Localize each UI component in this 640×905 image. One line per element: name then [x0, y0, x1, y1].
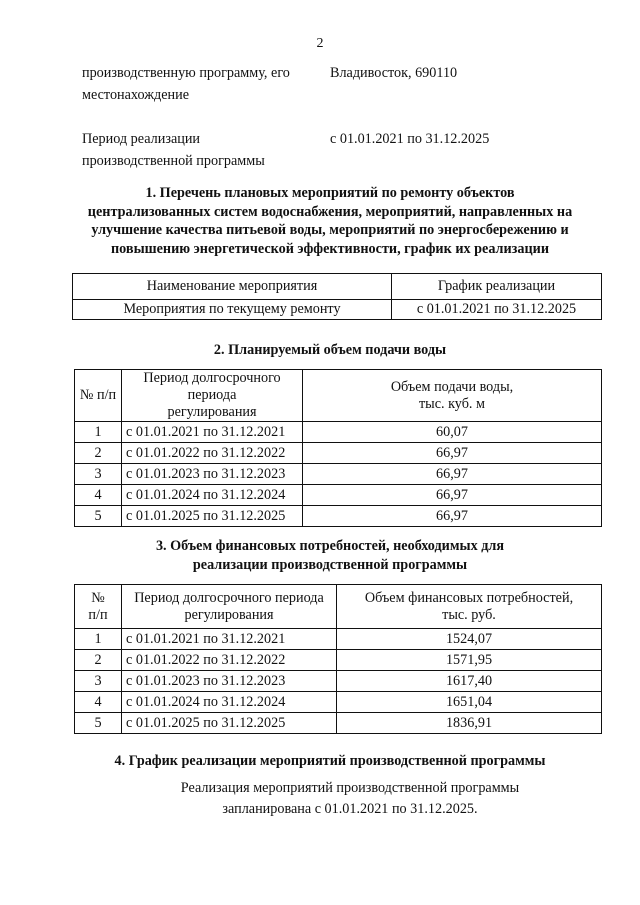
table-row	[75, 650, 602, 671]
cell-period: с 01.01.2022 по 31.12.2022	[122, 650, 337, 671]
cell-period: с 01.01.2025 по 31.12.2025	[122, 506, 303, 527]
cell-number: 2	[75, 650, 122, 671]
table-row	[75, 485, 602, 506]
table-header-row	[73, 274, 602, 300]
title-line: централизованных систем водоснабжения, мероприятий, направленных на	[87, 203, 573, 220]
section4-title: 4. График реализации мероприятий производственной программы	[114, 753, 546, 769]
header-line: регулирования	[184, 606, 274, 623]
cell-period: с 01.01.2021 по 31.12.2021	[122, 422, 303, 443]
cell-period: с 01.01.2024 по 31.12.2024	[122, 485, 303, 506]
text-line: Реализация мероприятий производственной программы	[180, 780, 520, 796]
info-label-line: местонахождение	[82, 87, 190, 103]
table-header-row	[75, 585, 602, 629]
cell-number: 5	[75, 506, 122, 527]
title-line: повышению энергетической эффективности, график их реализации	[111, 240, 549, 257]
financial-needs-table	[74, 584, 602, 734]
water-supply-table	[74, 369, 602, 527]
cell-value: 1571,95	[337, 650, 602, 671]
title-line: 1. Перечень плановых мероприятий по ремонту объектов	[145, 185, 515, 201]
table-row	[73, 300, 602, 320]
header-period	[122, 585, 337, 629]
header-line: тыс. куб. м	[418, 395, 485, 412]
page-number: 2	[316, 36, 324, 51]
activities-table	[72, 273, 602, 320]
table-row	[75, 506, 602, 527]
cell-value: 1524,07	[337, 629, 602, 650]
cell-period: с 01.01.2022 по 31.12.2022	[122, 443, 303, 464]
header-line: №	[91, 589, 105, 606]
section3-title	[60, 537, 600, 574]
cell-number: 2	[75, 443, 122, 464]
table-row	[75, 464, 602, 485]
info-label-period	[82, 128, 322, 172]
header-activity-name: Наименование мероприятия	[73, 274, 392, 300]
cell-period: с 01.01.2025 по 31.12.2025	[122, 713, 337, 734]
cell-value: 60,07	[303, 422, 602, 443]
info-label-line: производственную программу, его	[82, 65, 290, 81]
cell-number: 3	[75, 671, 122, 692]
header-line: Объем подачи воды,	[390, 378, 514, 395]
info-value-period: с 01.01.2021 по 31.12.2025	[330, 131, 490, 147]
cell-number: 5	[75, 713, 122, 734]
cell-value: 1836,91	[337, 713, 602, 734]
cell-value: 1651,04	[337, 692, 602, 713]
section1-title	[60, 184, 600, 258]
cell-value: 66,97	[303, 464, 602, 485]
section2-title: 2. Планируемый объем подачи воды	[213, 342, 447, 358]
header-line: Период долгосрочного периода	[134, 589, 324, 606]
header-number: № п/п	[75, 370, 122, 422]
table-row	[75, 443, 602, 464]
cell-number: 4	[75, 485, 122, 506]
title-line: 3. Объем финансовых потребностей, необходимых для	[155, 538, 505, 554]
text-line: запланирована с 01.01.2021 по 31.12.2025.	[222, 801, 478, 817]
table-row	[75, 422, 602, 443]
header-line: регулирования	[167, 404, 257, 420]
cell-number: 4	[75, 692, 122, 713]
cell-number: 3	[75, 464, 122, 485]
cell-period: с 01.01.2024 по 31.12.2024	[122, 692, 337, 713]
info-label-line: Период реализации	[82, 131, 201, 147]
info-value-location: Владивосток, 690110	[330, 65, 458, 81]
cell-value: 66,97	[303, 506, 602, 527]
cell-period: с 01.01.2023 по 31.12.2023	[122, 464, 303, 485]
table-row	[75, 692, 602, 713]
cell-number: 1	[75, 629, 122, 650]
cell-value: 66,97	[303, 443, 602, 464]
header-line: Объем финансовых потребностей,	[364, 589, 574, 606]
header-line: тыс. руб.	[442, 606, 496, 623]
info-label-line: производственной программы	[82, 153, 265, 169]
info-label-location	[82, 62, 322, 106]
table-header-row	[75, 370, 602, 422]
cell-value: 1617,40	[337, 671, 602, 692]
table-row	[75, 713, 602, 734]
cell-value: 66,97	[303, 485, 602, 506]
header-line: Период долгосрочного периода	[143, 370, 281, 403]
cell-schedule: с 01.01.2021 по 31.12.2025	[392, 300, 602, 320]
section4-text	[130, 778, 570, 820]
header-number	[75, 585, 122, 629]
table-row	[75, 629, 602, 650]
cell-activity: Мероприятия по текущему ремонту	[73, 300, 392, 320]
header-water-volume	[303, 370, 602, 422]
title-line: реализации производственной программы	[192, 556, 468, 573]
header-period	[122, 370, 303, 422]
title-line: улучшение качества питьевой воды, мероприятий по энергосбережению и	[91, 222, 569, 238]
header-schedule: График реализации	[392, 274, 602, 300]
header-line: п/п	[88, 606, 108, 623]
header-financial-volume	[337, 585, 602, 629]
cell-period: с 01.01.2023 по 31.12.2023	[122, 671, 337, 692]
cell-number: 1	[75, 422, 122, 443]
cell-period: с 01.01.2021 по 31.12.2021	[122, 629, 337, 650]
table-row	[75, 671, 602, 692]
